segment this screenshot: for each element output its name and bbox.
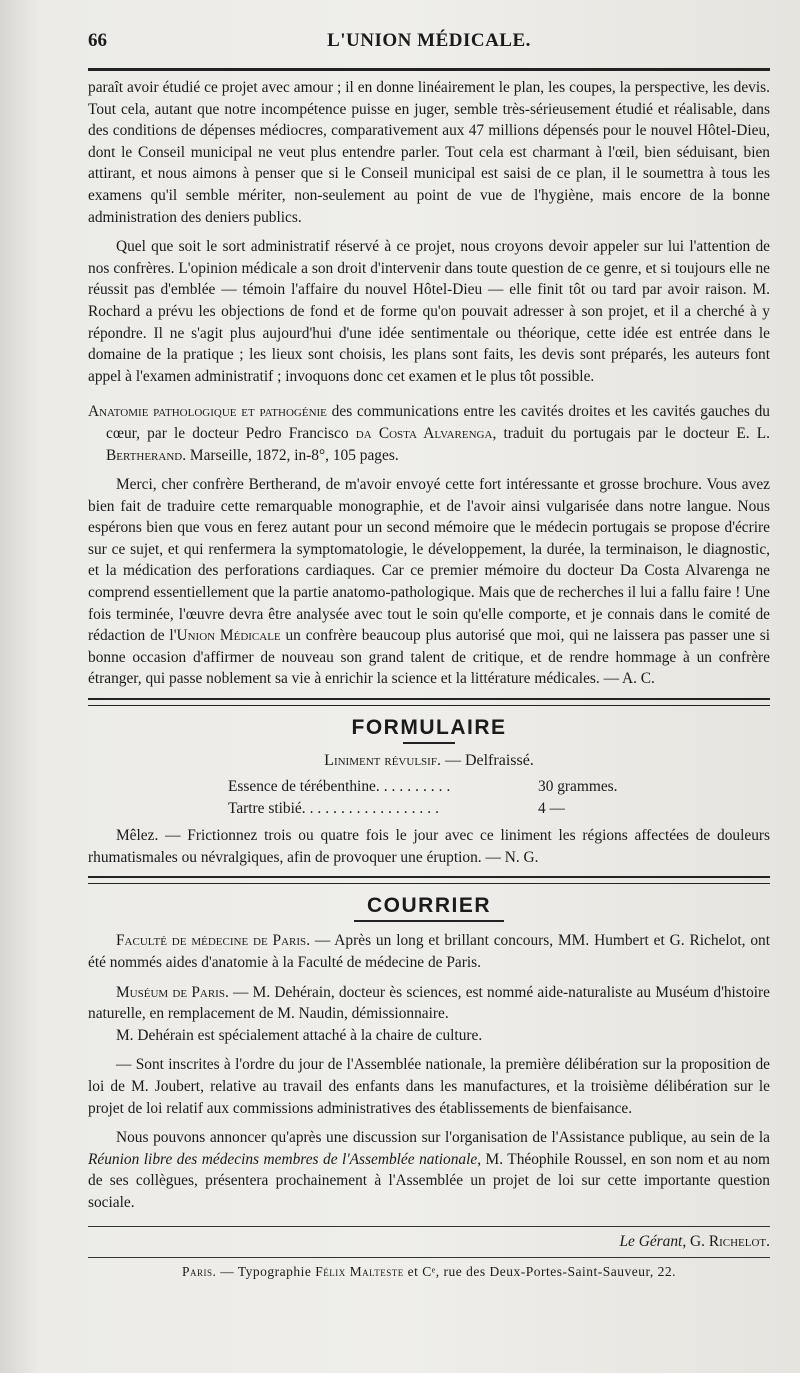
- book-ref-text-2: , traduit du portugais par le docteur E. L.: [492, 424, 771, 442]
- page-number: 66: [88, 30, 107, 51]
- footer-rule: [88, 1226, 770, 1227]
- manager-signature: [88, 1233, 770, 1251]
- intro-paragraph-1: paraît avoir étudié ce projet avec amour ; il en donne linéairement le plan, les coupes, la perspective, les devis. Tout cela, autant que notre incompétence puisse en juger, semble très-sérieusement étudié et réalisable, dans des conditions de dépenses médiocres, comparativement aux 47 millions dépensés pour le nouvel Hôtel-Dieu, dont le Conseil municipal ne veut plus entendre parler. Tout cela est charmant à l'œil, bien séduisant, bien attirant, et nous aimons à penser que si le Conseil municipal est saisi de ce plan, il le soumettra à tous les examens qu'il semble mériter, non-seulement au point de vue de l'hygiène, mais encore de la bonne administration des deniers publics.: [88, 79, 770, 226]
- news-text: . — Après un long et brillant concours, MM. Humbert et G. Richelot, ont été nommés aides d'anatomie à la Faculté de médecine de Paris.: [88, 932, 770, 971]
- review-text-2: un confrère beaucoup plus autorisé que moi, qui ne laissera pas passer une si bonne occasion d'affirmer de nouveau son grand talent de critique, et de rendre hommage à un confrère étranger, qui passe noblement sa vie à enrichir la science et la littérature médicales. — A. C.: [88, 627, 771, 688]
- recipe-list: [228, 776, 648, 819]
- news-item-continued: M. Dehérain est spécialement attaché à la chaire de culture.: [116, 1026, 483, 1044]
- ingredient-name: Tartre stibié: [228, 799, 302, 817]
- ingredient-name: Essence de térébenthine: [228, 778, 376, 796]
- journal-name: Union Médicale: [176, 627, 281, 645]
- leader-dots: ..........: [375, 778, 455, 796]
- news-item: — Sont inscrites à l'ordre du jour de l'Assemblée nationale, la première délibération sur la proposition de loi de M. Joubert, relative au travail des enfants dans les manufactures, et la troisième délibération sur le projet de loi relatif aux commissions administratives des établissements de bienfaisance.: [88, 1056, 770, 1117]
- intro-paragraph-2: Quel que soit le sort administratif réservé à ce projet, nous croyons devoir appeler sur lui l'attention de nos confrères. L'opinion médicale a son droit d'intervenir dans toute question de ce genre, et si toujours elle ne réussit pas d'emblée — témoin l'affaire du nouvel Hôtel-Dieu — elle finit tôt ou tard par avoir raison. M. Rochard a prévu les objections de fond et de forme qu'on pouvait adresser à son projet, et il a cherché à y répondre. Il ne s'agit plus aujourd'hui d'une idée sentimentale ou théorique, cette idée est entrée dans le domaine de la pratique ; les lieux sont choisis, les plans sont faits, les devis sont préparés, les auteurs font appel à l'examen administratif ; invoquons donc cet examen et le plus tôt possible.: [88, 238, 770, 385]
- footer-rule: [88, 1257, 770, 1258]
- recipe-item: [228, 798, 648, 820]
- news-emphasis: Réunion libre des médecins membres de l'Assemblée nationale: [88, 1150, 478, 1168]
- section-divider: [88, 698, 770, 706]
- news-text: Nous pouvons annoncer qu'après une discussion sur l'organisation de l'Assistance publique, au sein de la: [116, 1129, 770, 1147]
- formula-name: [88, 752, 770, 770]
- page-header: [88, 22, 770, 56]
- signature-name: Richelot: [708, 1232, 767, 1250]
- signature-end: .: [766, 1232, 770, 1250]
- recipe-item: [228, 776, 648, 798]
- formula-author: . — Delfraissé.: [436, 752, 534, 770]
- book-ref-text-1: des communications entre les cavités droites et les cavités gauches du cœur, par le docteur Pedro Francisco: [106, 403, 770, 442]
- formula-title: Liniment révulsif: [324, 752, 437, 770]
- header-rule: [88, 68, 770, 71]
- review-body: [88, 474, 770, 690]
- printer-text: . — Typographie: [212, 1263, 316, 1279]
- news-heading: Faculté de médecine de Paris: [116, 932, 307, 950]
- printer-name: Félix Malteste: [315, 1263, 404, 1279]
- ingredient-quantity: 4 —: [538, 799, 565, 817]
- running-title: L'UNION MÉDICALE.: [327, 30, 531, 51]
- book-ref-text-3: . Marseille, 1872, in-8°, 105 pages.: [182, 446, 399, 464]
- book-review: [88, 401, 770, 690]
- news-text: . — M. Dehérain, docteur ès sciences, est nommé aide-naturaliste au Muséum d'histoire naturelle, en remplacement de M. Naudin, démissionnaire.: [88, 983, 771, 1023]
- courrier-section: [88, 894, 770, 1213]
- formulaire-title: FORMULAIRE: [351, 716, 507, 740]
- title-underline: [403, 742, 455, 744]
- signature-role: Le Gérant: [619, 1232, 683, 1250]
- intro-section: [88, 77, 770, 387]
- section-divider: [88, 876, 770, 884]
- review-text-1: Merci, cher confrère Bertherand, de m'avoir envoyé cette fort intéressante et grosse brochure. Vous avez bien fait de traduire cette remarquable monographie, et de l'avoir ainsi vulgarisée dans notre langue. Nous espérons bien que vous en ferez autant pour un second mémoire que le médecin portugais se propose d'écrire sur ce sujet, et qui renfermera la symptomatologie, le développement, la durée, la terminaison, le diagnostic, et la médication des perforations cardiaques. Car ce premier mémoire du docteur Da Costa Alvarenga ne comprend essentiellement que la partie anatomo-pathologique. Mais que de recherches il lui a fallu faire ! Une fois terminée, l'œuvre devra être analysée avec tout le soin qu'elle comporte, et je connais dans le comité de rédaction de l': [88, 476, 770, 645]
- news-item: [88, 930, 770, 973]
- leader-dots: ..................: [301, 799, 443, 817]
- formulaire-section: [88, 716, 770, 868]
- news-item: [88, 982, 770, 1025]
- signature-text: , G.: [682, 1232, 709, 1250]
- printer-address: et Cᵉ, rue des Deux-Portes-Saint-Sauveur, 22.: [403, 1263, 677, 1279]
- book-author: da Costa Alvarenga: [355, 424, 493, 442]
- news-item: [88, 1127, 770, 1213]
- book-reference: [88, 401, 770, 466]
- news-heading: Muséum de Paris: [116, 983, 225, 1001]
- formula-instructions: Mêlez. — Frictionnez trois ou quatre fois le jour avec ce liniment les régions affectées de douleurs rhumatismales ou névralgiques, afin de provoquer une éruption. — N. G.: [88, 827, 770, 866]
- book-translator: Bertherand: [106, 446, 183, 464]
- ingredient-quantity: 30 grammes.: [538, 778, 618, 796]
- news-text: , M. Théophile Roussel, en son nom et au nom de ses collègues, présentera prochainement à l'Assemblée un projet de loi sur cette importante question sociale.: [88, 1150, 770, 1211]
- printer-imprint: [88, 1264, 770, 1280]
- title-underline: [354, 920, 504, 922]
- book-title: Anatomie pathologique et pathogénie: [88, 403, 327, 421]
- courrier-title: COURRIER: [366, 894, 491, 918]
- printer-city: Paris: [181, 1263, 213, 1279]
